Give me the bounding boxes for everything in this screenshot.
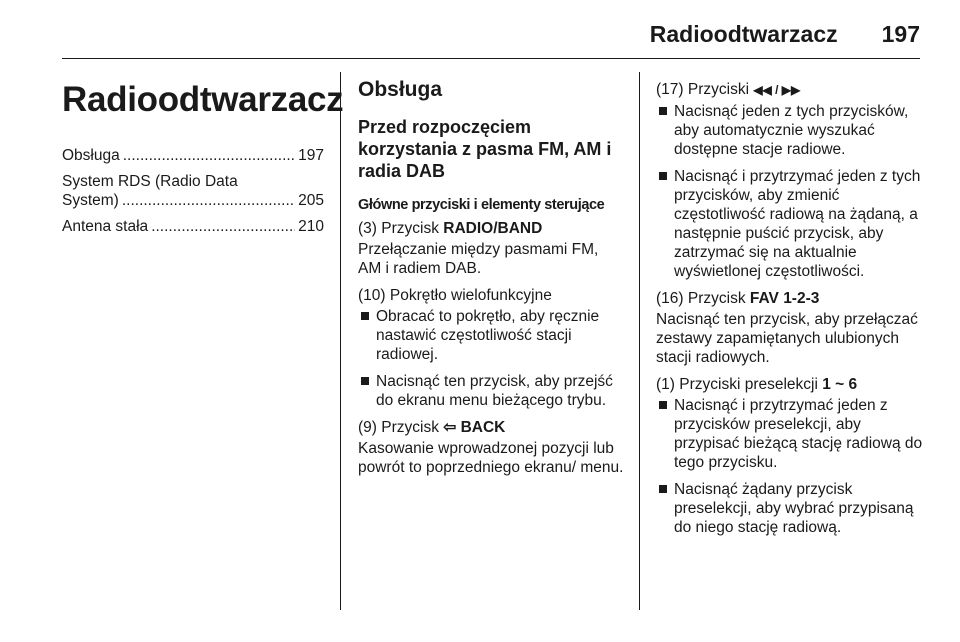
bullet-item: Nacisnąć i przytrzymać jeden z przycisków preselekcji, aby przypisać bieżącą stację radiową do tego przycisku. [656,396,924,472]
item-title: (3) Przycisk RADIO/BAND [358,220,543,237]
toc-leader [122,191,295,210]
toc-label: System) [62,192,119,209]
button-name: BACK [460,419,506,436]
seek-buttons-icon: ◀◀ / ▶▶ [753,83,801,97]
paragraph: Przełączanie między pasmami FM, AM i radiem DAB. [358,241,599,277]
toc-page: 197 [298,147,324,164]
item-title: (9) Przycisk ⇦ BACK [358,419,506,436]
column-divider [340,72,341,610]
chapter-title: Radioodtwarzacz [62,80,344,119]
paragraph: Nacisnąć ten przycisk, aby przełączać zestawy zapamiętanych ulubionych stacji radiowych. [656,311,918,366]
button-name: 1 ~ 6 [822,376,858,393]
column-divider [639,72,640,610]
page-number: 197 [881,20,920,47]
back-arrow-icon: ⇦ [443,419,457,436]
bullet-item: Nacisnąć ten przycisk, aby przejść do ekranu menu bieżącego trybu. [358,372,624,410]
toc-leader [151,217,295,236]
section-heading: Obsługa [358,78,443,101]
bullet-item: Nacisnąć żądany przycisk preselekcji, aby wybrać przypisaną do niego stację radiową. [656,480,924,537]
toc-entry[interactable] [62,217,324,236]
item-title: (17) Przyciski ◀◀ / ▶▶ [656,81,801,98]
bullet-item: Nacisnąć i przytrzymać jeden z tych przycisków, aby zmienić częstotliwość radiową na żądaną, a następnie puścić przycisk, aby zatrzymać się na aktualnie wyświetlonej częstotliwości. [656,167,924,281]
paragraph: Kasowanie wprowadzonej pozycji lub powrót to poprzedniego ekranu/ menu. [358,440,624,476]
toc-entry[interactable] [62,172,324,210]
toc-column [62,68,344,243]
bullet-item: Obracać to pokrętło, aby ręcznie nastawić częstotliwość stacji radiowej. [358,307,624,364]
item-title: (16) Przycisk FAV 1-2-3 [656,290,820,307]
subsubsection-heading: Główne przyciski i elementy sterujące [358,197,605,213]
content-column-3 [656,68,924,545]
toc-page: 210 [298,218,324,235]
button-name: FAV 1-2-3 [749,290,820,307]
toc-label: Obsługa [62,147,120,164]
subsection-heading: Przed rozpoczęciem korzystania z pasma FM, AM i radia DAB [358,117,612,181]
toc-page: 205 [298,192,324,209]
header-title: Radioodtwarzacz [649,20,838,47]
toc-label: Antena stała [62,218,149,235]
bullet-item: Nacisnąć jeden z tych przycisków, aby automatycznie wyszukać dostępne stacje radiowe. [656,102,924,159]
toc-label: System RDS (Radio Data [62,173,238,190]
toc-entry[interactable] [62,146,324,165]
item-title: (1) Przyciski preselekcji 1 ~ 6 [656,376,858,393]
page-header [650,14,920,54]
header-rule [62,58,920,59]
button-name: RADIO/BAND [443,220,543,237]
item-title: (10) Pokrętło wielofunkcyjne [358,287,552,304]
content-column-2 [358,68,624,485]
toc-leader [123,146,295,165]
